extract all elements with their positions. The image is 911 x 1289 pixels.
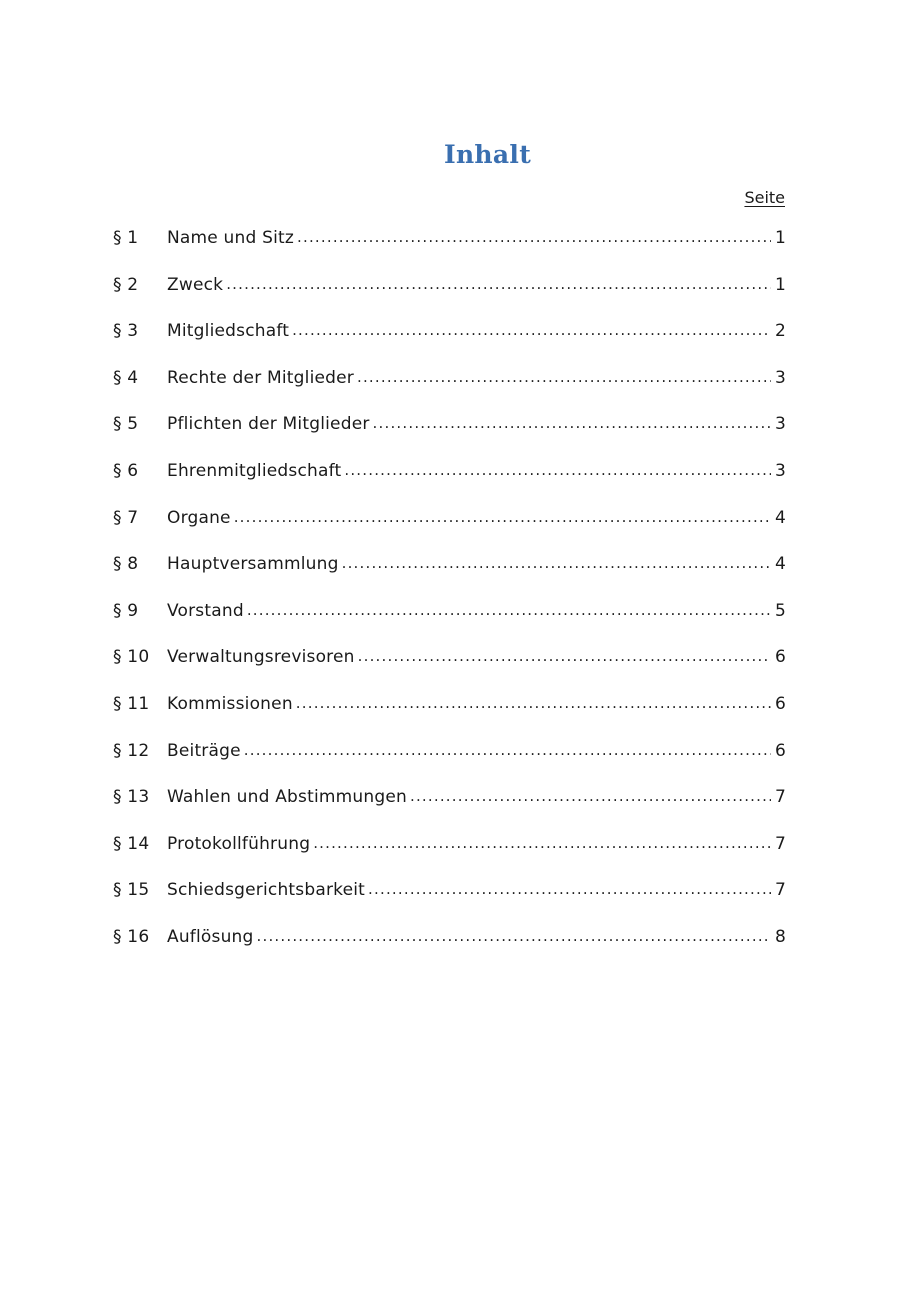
toc-entry[interactable] <box>113 647 786 694</box>
toc-entry-number: § 5 <box>113 414 139 435</box>
toc-entry-page: 6 <box>774 740 786 761</box>
toc-entry-page: 8 <box>774 926 786 947</box>
dot-leader <box>296 694 771 712</box>
toc-entry-page: 7 <box>774 880 786 901</box>
toc-entry-number: § 13 <box>113 787 150 808</box>
dot-leader <box>234 508 771 526</box>
toc-entry-title: Schiedsgerichtsbarkeit <box>167 880 366 901</box>
dot-leader <box>313 834 771 852</box>
toc-entry-number: § 11 <box>113 693 150 714</box>
toc-entry-title: Vorstand <box>167 600 244 621</box>
dot-leader <box>410 787 771 805</box>
toc-entry-number: § 4 <box>113 367 139 388</box>
dot-leader <box>247 601 771 619</box>
toc-entry-page: 4 <box>774 507 786 528</box>
toc-entry-number: § 7 <box>113 507 139 528</box>
dot-leader <box>368 880 771 898</box>
dot-leader <box>257 927 771 945</box>
toc-entry[interactable] <box>113 834 786 881</box>
toc-entry-title: Protokollführung <box>167 833 311 854</box>
dot-leader <box>297 228 771 246</box>
toc-entry[interactable] <box>113 741 786 788</box>
toc-entry[interactable] <box>113 601 786 648</box>
toc-entry-page: 1 <box>774 228 786 248</box>
toc-entry-title: Kommissionen <box>167 693 293 714</box>
toc-entry[interactable] <box>113 554 786 601</box>
dot-leader <box>342 554 771 572</box>
toc-entry[interactable] <box>113 414 786 461</box>
toc-entry-title: Pflichten der Mitglieder <box>167 414 370 435</box>
toc-entry-number: § 6 <box>113 460 139 481</box>
toc-entry[interactable] <box>113 508 786 555</box>
dot-leader <box>358 647 771 665</box>
toc-entry-page: 3 <box>774 460 786 481</box>
toc-entry-number: § 14 <box>113 833 150 854</box>
toc-entry-page: 6 <box>774 693 786 714</box>
table-of-contents <box>113 228 786 974</box>
toc-entry-number: § 8 <box>113 554 139 575</box>
dot-leader <box>226 275 771 293</box>
toc-entry-title: Verwaltungsrevisoren <box>167 647 355 668</box>
toc-entry-number: § 15 <box>113 880 150 901</box>
toc-entry-title: Organe <box>167 507 231 528</box>
page-title: Inhalt <box>443 140 532 169</box>
toc-entry-page: 7 <box>774 787 786 808</box>
dot-leader <box>244 741 771 759</box>
toc-entry-title: Ehrenmitgliedschaft <box>167 460 342 481</box>
toc-entry-number: § 9 <box>113 600 139 621</box>
toc-entry-title: Mitgliedschaft <box>167 321 290 342</box>
toc-entry-page: 6 <box>774 647 786 668</box>
toc-entry-page: 3 <box>774 414 786 435</box>
toc-entry[interactable] <box>113 461 786 508</box>
dot-leader <box>292 321 771 339</box>
dot-leader <box>357 368 771 386</box>
toc-entry[interactable] <box>113 228 786 275</box>
toc-entry-number: § 1 <box>113 228 139 248</box>
toc-entry[interactable] <box>113 321 786 368</box>
toc-entry-number: § 3 <box>113 321 139 342</box>
toc-entry-page: 3 <box>774 367 786 388</box>
toc-entry-title: Zweck <box>167 274 224 295</box>
toc-entry-page: 4 <box>774 554 786 575</box>
toc-entry-title: Wahlen und Abstimmungen <box>167 787 407 808</box>
toc-entry-number: § 12 <box>113 740 150 761</box>
dot-leader <box>344 461 771 479</box>
toc-entry-title: Hauptversammlung <box>167 554 339 575</box>
toc-entry-page: 5 <box>774 600 786 621</box>
toc-entry-number: § 16 <box>113 926 150 947</box>
toc-entry[interactable] <box>113 694 786 741</box>
toc-entry[interactable] <box>113 275 786 322</box>
toc-entry-title: Beiträge <box>167 740 241 761</box>
toc-entry[interactable] <box>113 927 786 974</box>
toc-entry-number: § 10 <box>113 647 150 668</box>
toc-entry[interactable] <box>113 880 786 927</box>
page-column-label: Seite <box>744 188 785 207</box>
toc-entry[interactable] <box>113 368 786 415</box>
toc-entry[interactable] <box>113 787 786 834</box>
toc-entry-page: 7 <box>774 833 786 854</box>
toc-entry-page: 2 <box>774 321 786 342</box>
dot-leader <box>373 414 771 432</box>
toc-entry-number: § 2 <box>113 274 139 295</box>
toc-entry-title: Name und Sitz <box>167 228 295 248</box>
toc-entry-title: Rechte der Mitglieder <box>167 367 354 388</box>
toc-entry-title: Auflösung <box>167 926 254 947</box>
toc-entry-page: 1 <box>774 274 786 295</box>
